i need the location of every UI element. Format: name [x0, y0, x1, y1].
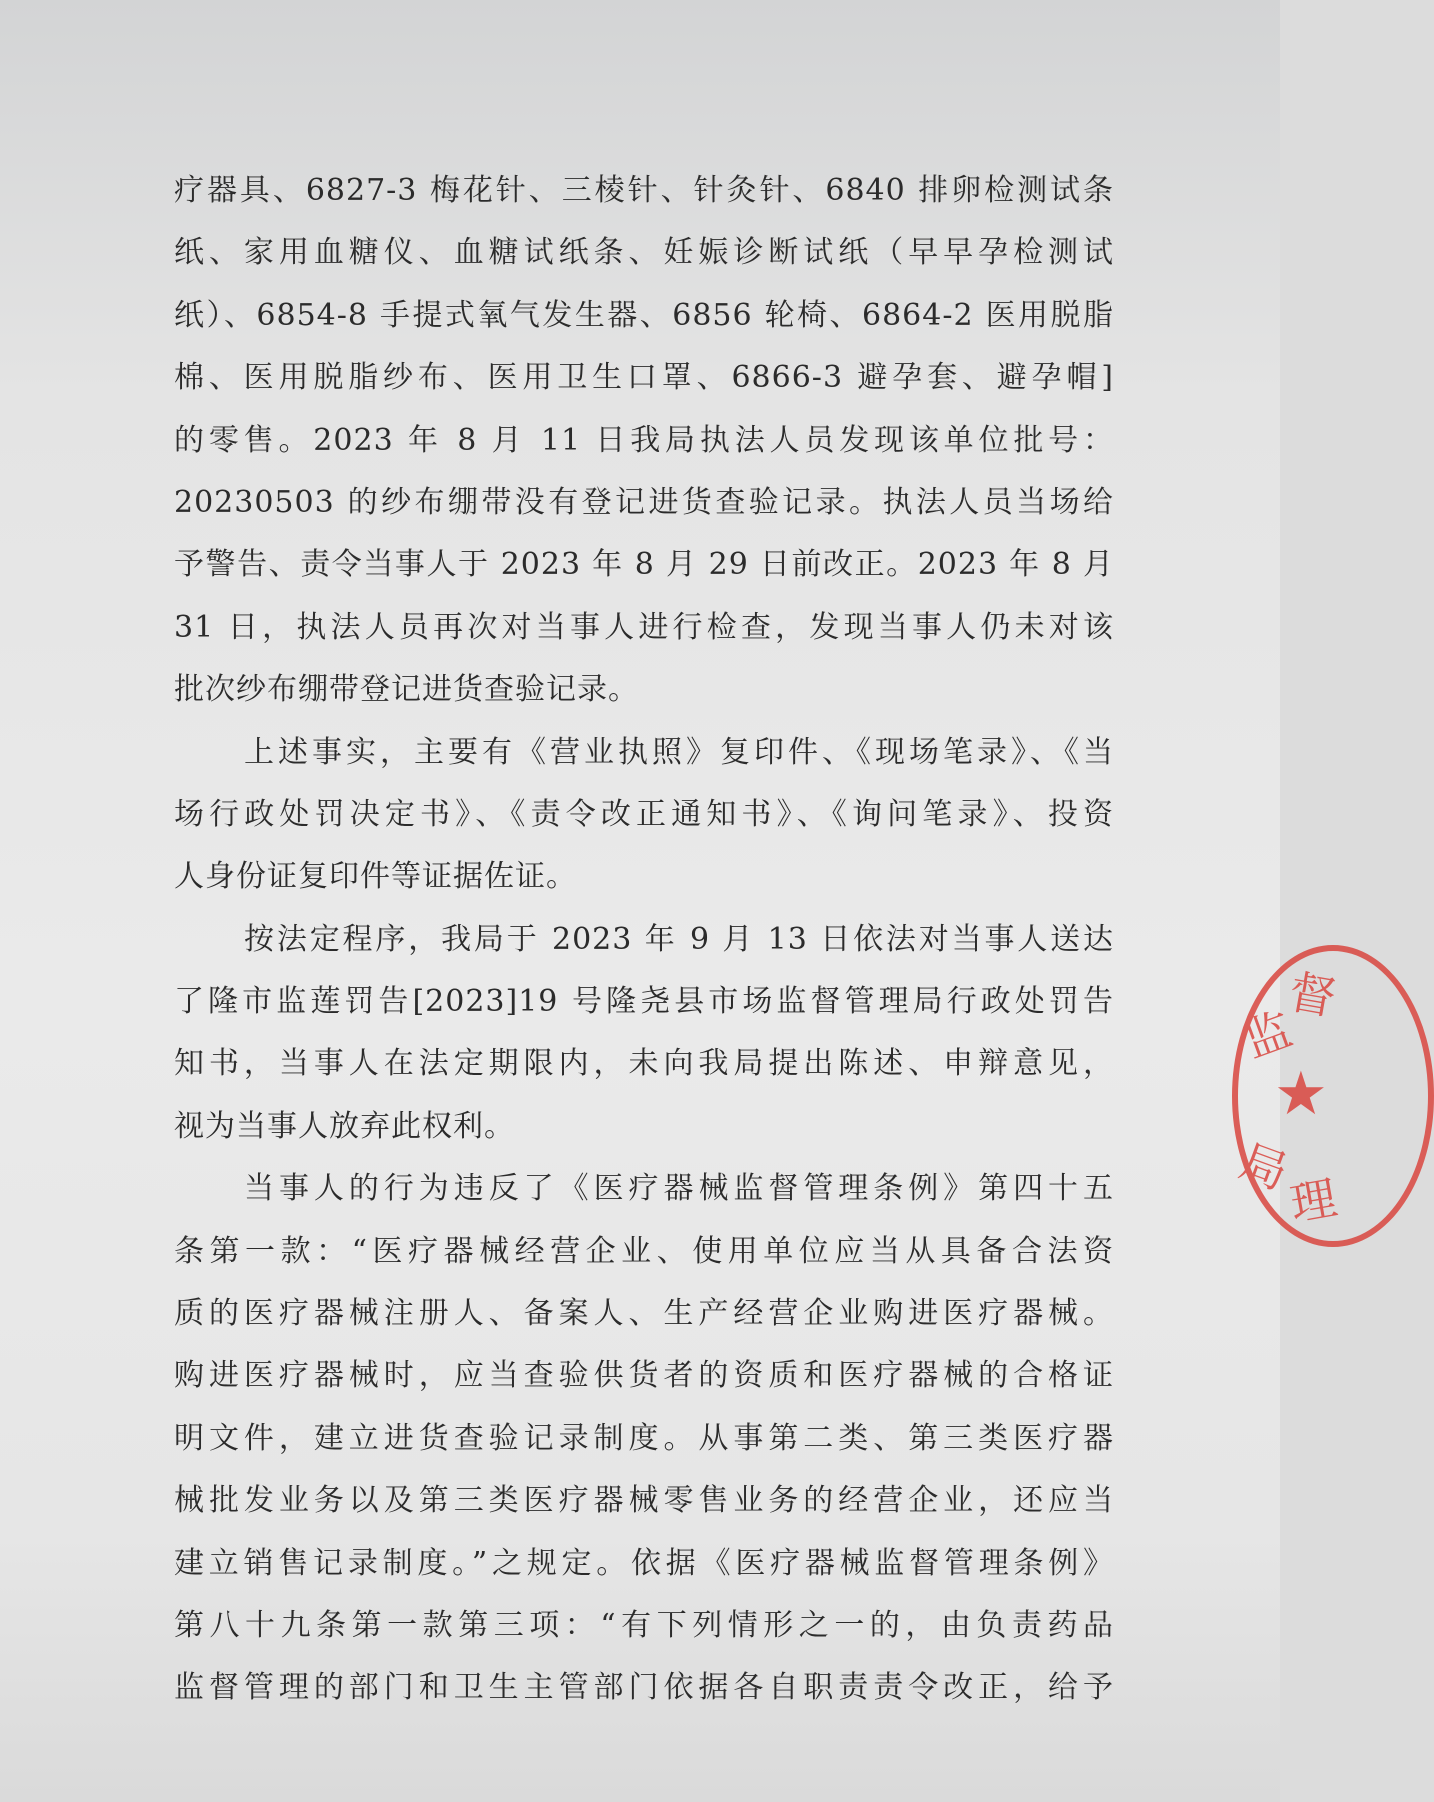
text-line: 批次纱布绷带登记进货查验记录。 — [174, 672, 639, 708]
text-line: 人身份证复印件等证据佐证。 — [174, 859, 577, 895]
text-line: 视为当事人放弃此权利。 — [174, 1108, 515, 1144]
seal-star-icon: ★ — [1274, 1059, 1328, 1129]
text-line: 20230503 的纱布绷带没有登记进货查验记录。执法人员当场给 — [174, 484, 1114, 520]
text-line: 了隆市监莲罚告[2023]19 号隆尧县市场监督管理局行政处罚告 — [174, 984, 1114, 1020]
text-line: 械批发业务以及第三类医疗器械零售业务的经营企业，还应当 — [174, 1483, 1114, 1519]
paragraph-start: 当事人的行为违反了《医疗器械监督管理条例》第四十五 — [244, 1171, 1114, 1207]
text-line: 棉、医用脱脂纱布、医用卫生口罩、6866-3 避孕套、避孕帽] — [174, 360, 1114, 396]
seal-char: 理 — [1286, 1170, 1341, 1232]
text-line: 疗器具、6827-3 梅花针、三棱针、针灸针、6840 排卵检测试条 — [174, 173, 1114, 208]
text-line: 31 日，执法人员再次对当事人进行检查，发现当事人仍未对该 — [174, 609, 1114, 645]
seal-char: 局 — [1233, 1133, 1295, 1201]
text-line: 明文件，建立进货查验记录制度。从事第二类、第三类医疗器 — [174, 1420, 1114, 1456]
official-seal — [1232, 945, 1434, 1247]
text-line: 购进医疗器械时，应当查验供货者的资质和医疗器械的合格证 — [174, 1358, 1114, 1394]
body-text — [174, 160, 1114, 1720]
text-line: 场行政处罚决定书》、《责令改正通知书》、《询问笔录》、投资 — [174, 796, 1114, 832]
text-line: 予警告、责令当事人于 2023 年 8 月 29 日前改正。2023 年 8 月 — [174, 547, 1114, 583]
text-line: 第八十九条第一款第三项：“有下列情形之一的，由负责药品 — [174, 1607, 1114, 1643]
seal-char: 监 — [1237, 1001, 1299, 1069]
text-line: 建立销售记录制度。”之规定。依据《医疗器械监督管理条例》 — [174, 1545, 1114, 1581]
text-line: 质的医疗器械注册人、备案人、生产经营企业购进医疗器械。 — [174, 1296, 1114, 1332]
paragraph-start: 上述事实，主要有《营业执照》复印件、《现场笔录》、《当 — [244, 734, 1114, 770]
text-line: 条第一款：“医疗器械经营企业、使用单位应当从具备合法资 — [174, 1233, 1114, 1269]
text-line: 知书，当事人在法定期限内，未向我局提出陈述、申辩意见， — [174, 1046, 1114, 1082]
text-line: 监督管理的部门和卫生主管部门依据各自职责责令改正，给予 — [174, 1670, 1114, 1706]
text-line: 的零售。2023 年 8 月 11 日我局执法人员发现该单位批号： — [174, 422, 1114, 458]
text-line: 纸）、6854-8 手提式氧气发生器、6856 轮椅、6864-2 医用脱脂 — [174, 297, 1114, 333]
text-line: 纸、家用血糖仪、血糖试纸条、妊娠诊断试纸（早早孕检测试 — [174, 235, 1114, 271]
seal-char: 督 — [1285, 964, 1340, 1026]
paragraph-start: 按法定程序，我局于 2023 年 9 月 13 日依法对当事人送达 — [244, 921, 1114, 957]
